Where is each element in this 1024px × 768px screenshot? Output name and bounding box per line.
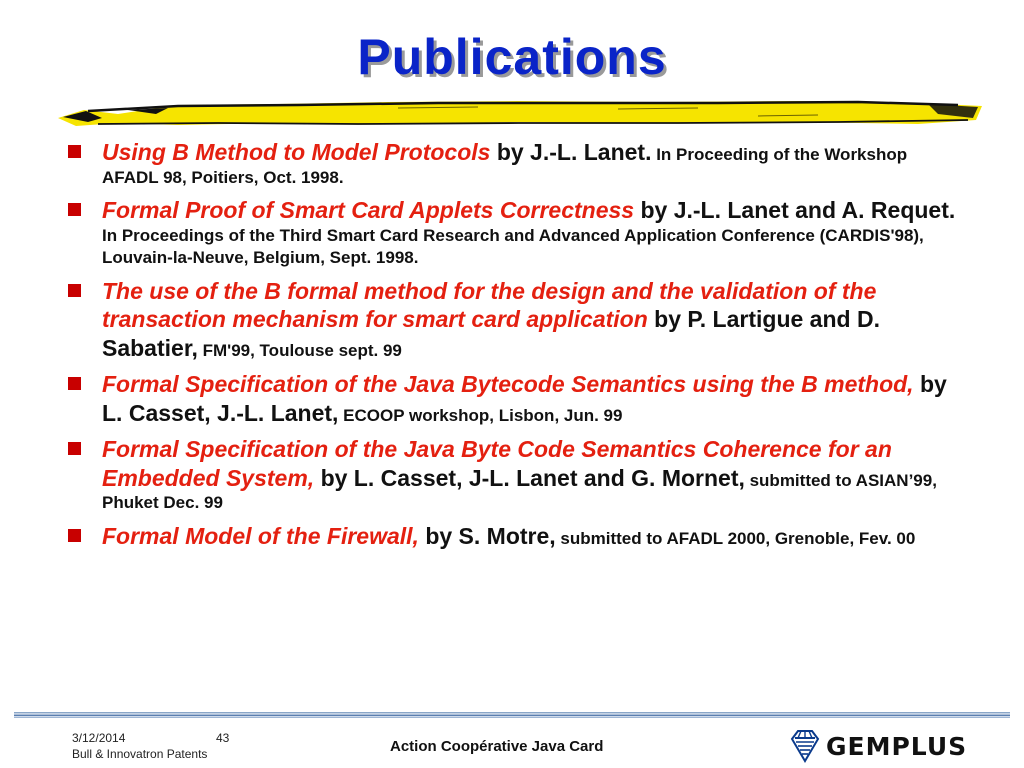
gemplus-logo-text: GEMPLUS — [826, 731, 968, 761]
publication-title: Formal Model of the Firewall, — [102, 522, 419, 549]
publication-authors: by L. Casset, J.-L. Lanet, — [102, 371, 947, 426]
publication-authors: by J.-L. Lanet and A. Requet. — [634, 197, 956, 224]
publication-title: Formal Proof of Smart Card Applets Correctness — [102, 197, 635, 224]
bullet-square-icon — [68, 145, 81, 158]
bullet-square-icon — [68, 203, 81, 216]
publication-authors: by P. Lartigue and D. Sabatier, — [102, 306, 880, 361]
bullet-square-icon — [68, 377, 81, 390]
publication-venue: In Proceedings of the Third Smart Card Research and Advanced Application Conference (CARDIS'98), Louvain-la-Neuve, Belgium, Sept. 1998. — [102, 225, 924, 267]
publication-authors: by J.-L. Lanet. — [490, 139, 652, 165]
footer-info — [72, 731, 207, 762]
slide-title: Publications — [357, 29, 667, 85]
list-item — [66, 138, 966, 188]
list-item — [66, 522, 966, 551]
list-item — [66, 370, 966, 427]
publication-title: Formal Specification of the Java Byte Code Semantics Coherence for an Embedded System, — [102, 436, 892, 491]
title-underline-brush-stroke — [58, 96, 982, 130]
footer-divider — [14, 712, 1010, 718]
publication-venue: submitted to ASIAN’99, Phuket Dec. 99 — [102, 470, 937, 513]
publication-venue: submitted to AFADL 2000, Grenoble, Fev. 00 — [555, 528, 916, 548]
publication-authors: by L. Casset, J-L. Lanet and G. Mornet, — [314, 464, 745, 491]
bullet-square-icon — [68, 529, 81, 542]
footer-date: 3/12/2014 — [72, 731, 126, 745]
publication-title: Using B Method to Model Protocols — [102, 139, 491, 165]
gemplus-logo-icon — [790, 729, 820, 763]
gemplus-logo — [790, 728, 967, 764]
publication-list — [66, 138, 966, 558]
list-item — [66, 277, 966, 363]
publication-authors: by S. Motre, — [418, 522, 556, 549]
bullet-square-icon — [68, 284, 81, 297]
publication-venue: FM'99, Toulouse sept. 99 — [197, 340, 402, 360]
publication-title: The use of the B formal method for the design and the validation of the transaction mechanism for smart card application — [102, 277, 877, 333]
publication-venue: In Proceeding of the Workshop AFADL 98, Poitiers, Oct. 1998. — [102, 145, 908, 187]
page-number: 43 — [216, 731, 230, 745]
bullet-square-icon — [68, 442, 81, 455]
publication-title: Formal Specification of the Java Bytecode Semantics using the B method, — [102, 371, 914, 398]
footer-title: Action Coopérative Java Card — [390, 738, 604, 755]
list-item — [66, 196, 966, 268]
footer-organization: Bull & Innovatron Patents — [72, 746, 208, 761]
publication-venue: ECOOP workshop, Lisbon, Jun. 99 — [338, 405, 623, 425]
list-item — [66, 435, 966, 514]
